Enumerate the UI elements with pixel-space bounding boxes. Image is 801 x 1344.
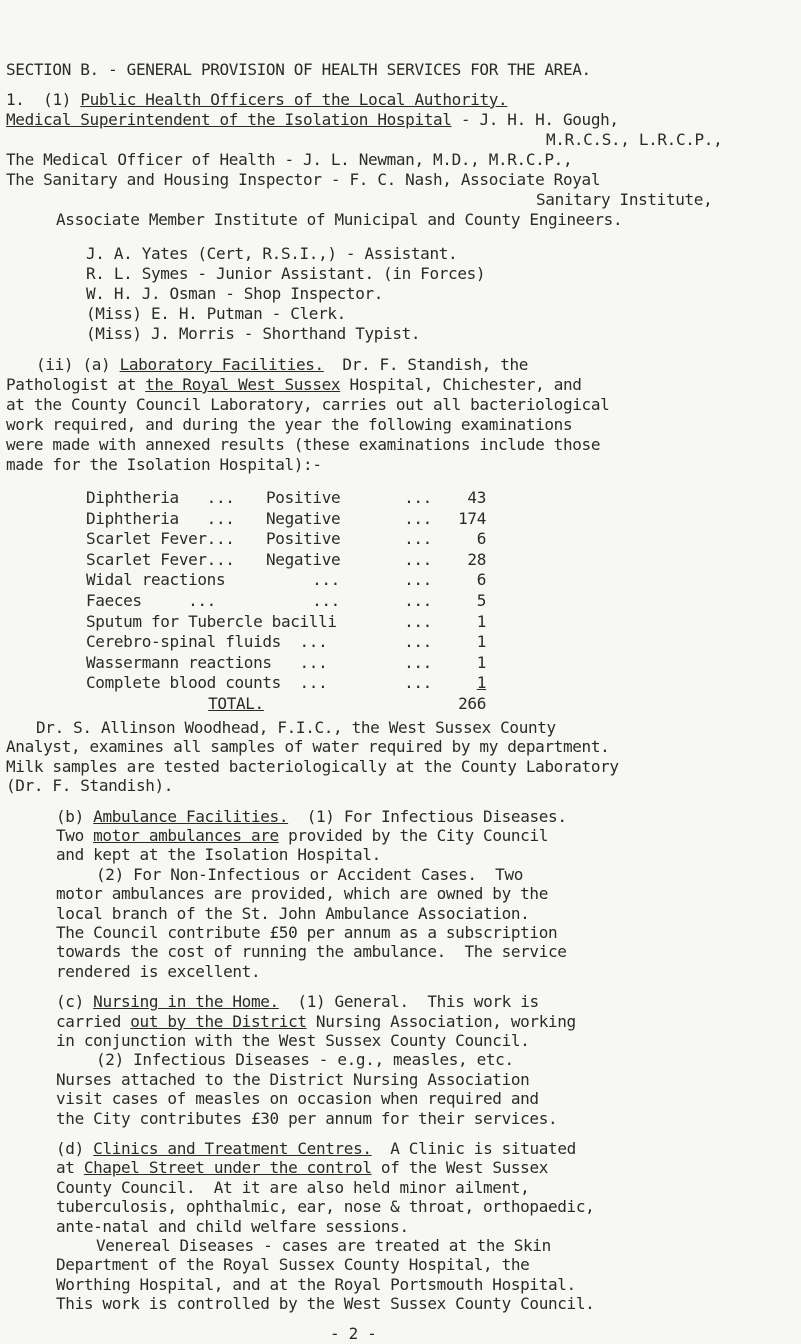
clinics-line-9: This work is controlled by the West Sussex County Council.	[56, 1294, 595, 1314]
analyst-line-3: Milk samples are tested bacteriologically at the County Laboratory	[6, 756, 619, 776]
nursing-line-2: carried out by the District Nursing Association, working	[56, 1011, 576, 1031]
nursing-title: Nursing in the Home.	[93, 992, 279, 1012]
nursing-line-4: (2) Infectious Diseases - e.g., measles, etc.	[96, 1050, 514, 1070]
staff-member: (Miss) J. Morris - Shorthand Typist.	[86, 324, 421, 343]
lab-line-6: made for the Isolation Hospital):-	[6, 455, 322, 474]
clinics-line-5: ante-natal and child welfare sessions.	[56, 1216, 409, 1236]
ambulance-line-6: local branch of the St. John Ambulance Association.	[56, 903, 530, 923]
clinics-line-7: Department of the Royal Sussex County Hospital, the	[56, 1255, 530, 1275]
nursing-line-1: (c) Nursing in the Home. (1) General. This work is	[56, 992, 539, 1012]
nursing-line-6: visit cases of measles on occasion when required and	[56, 1089, 539, 1109]
table-row: Scarlet Fever... Negative ... 28	[86, 549, 486, 569]
lab-line-5: were made with annexed results (these examinations include those	[6, 435, 601, 454]
sanitary-line-2: Sanitary Institute,	[536, 190, 713, 209]
staff-heading-line	[6, 90, 507, 110]
med-super-quals: M.R.C.S., L.R.C.P.,	[546, 130, 723, 149]
clinics-line-6: Venereal Diseases - cases are treated at the Skin	[96, 1236, 551, 1255]
table-row: Sputum for Tubercle bacilli ... 1	[86, 611, 486, 631]
table-row: Cerebro-spinal fluids ... ... 1	[86, 632, 486, 652]
moh-line: The Medical Officer of Health - J. L. Newman, M.D., M.R.C.P.,	[6, 150, 573, 169]
ambulance-line-3: and kept at the Isolation Hospital.	[56, 845, 381, 865]
sub-number: (1)	[43, 90, 72, 109]
staff-member: (Miss) E. H. Putman - Clerk.	[86, 304, 346, 323]
table-row: Complete blood counts ... ... 1	[86, 673, 486, 693]
analyst-line-2: Analyst, examines all samples of water required by my department.	[6, 737, 610, 757]
lab-line-3: at the County Council Laboratory, carries out all bacteriological	[6, 395, 610, 414]
staff-member: R. L. Symes - Junior Assistant. (in Forces)	[86, 264, 486, 283]
section-heading: SECTION B. - GENERAL PROVISION OF HEALTH SERVICES FOR THE AREA.	[6, 60, 591, 79]
staff-title: Public Health Officers of the Local Authority.	[80, 90, 508, 109]
clinics-line-1: (d) Clinics and Treatment Centres. A Clinic is situated	[56, 1139, 576, 1158]
nursing-line-7: the City contributes £30 per annum for their services.	[56, 1108, 558, 1128]
analyst-line-4: (Dr. F. Standish).	[6, 776, 174, 796]
analyst-line-1: Dr. S. Allinson Woodhead, F.I.C., the West Sussex County	[36, 718, 556, 737]
ambulance-line-5: motor ambulances are provided, which are owned by the	[56, 884, 548, 904]
table-row: Widal reactions ... ... 6	[86, 570, 486, 590]
staff-member: J. A. Yates (Cert, R.S.I.,) - Assistant.	[86, 244, 458, 263]
clinics-line-3: County Council. At it are also held minor ailment,	[56, 1177, 530, 1197]
total-label: TOTAL.	[208, 693, 264, 713]
clinics-title: Clinics and Treatment Centres.	[93, 1139, 372, 1158]
med-super-label: Medical Superintendent of the Isolation Hospital	[6, 110, 452, 129]
ambulance-line-1: (b) Ambulance Facilities. (1) For Infectious Diseases.	[56, 806, 567, 826]
sanitary-line-1: The Sanitary and Housing Inspector - F. C. Nash, Associate Royal	[6, 170, 601, 189]
lab-line-1: (ii) (a) Laboratory Facilities. Dr. F. Standish, the	[36, 355, 529, 374]
nursing-line-3: in conjunction with the West Sussex County Council.	[56, 1031, 530, 1050]
page-number: - 2 -	[330, 1323, 377, 1343]
table-row: Faeces ... ... ... 5	[86, 590, 486, 610]
clinics-line-2: at Chapel Street under the control of the West Sussex	[56, 1158, 549, 1178]
table-row: Scarlet Fever... Positive ... 6	[86, 529, 486, 549]
nursing-line-5: Nurses attached to the District Nursing Association	[56, 1069, 530, 1089]
total-row	[86, 694, 486, 715]
ambulance-line-4: (2) For Non-Infectious or Accident Cases. Two	[96, 864, 524, 884]
ambulance-line-7: The Council contribute £50 per annum as a subscription	[56, 923, 558, 942]
item-number: 1.	[6, 90, 25, 109]
lab-title: Laboratory Facilities.	[119, 355, 324, 374]
total-value: 266	[458, 693, 486, 713]
staff-member: W. H. J. Osman - Shop Inspector.	[86, 284, 384, 303]
exam-results-table	[86, 488, 486, 715]
ambulance-line-8: towards the cost of running the ambulance. The service	[56, 942, 567, 962]
table-row: Diphtheria ... Positive ... 43	[86, 488, 486, 507]
ambulance-line-2: Two motor ambulances are provided by the City Council	[56, 826, 549, 845]
lab-line-4: work required, and during the year the following examinations	[6, 415, 573, 434]
med-super-line	[6, 110, 619, 130]
lab-item: (a)	[82, 355, 111, 374]
clinics-line-4: tuberculosis, ophthalmic, ear, nose & throat, orthopaedic,	[56, 1197, 595, 1217]
lab-sub: (ii)	[36, 355, 74, 374]
lab-line-2: Pathologist at the Royal West Sussex Hospital, Chichester, and	[6, 375, 582, 394]
table-row: Wassermann reactions ... ... 1	[86, 652, 486, 672]
ambulance-title: Ambulance Facilities.	[93, 806, 289, 826]
sanitary-line-3: Associate Member Institute of Municipal and County Engineers.	[56, 210, 623, 229]
ambulance-line-9: rendered is excellent.	[56, 961, 261, 981]
med-super-name: - J. H. H. Gough,	[460, 110, 619, 129]
clinics-line-8: Worthing Hospital, and at the Royal Portsmouth Hospital.	[56, 1274, 576, 1294]
table-row: Diphtheria ... Negative ... 174	[86, 508, 486, 528]
